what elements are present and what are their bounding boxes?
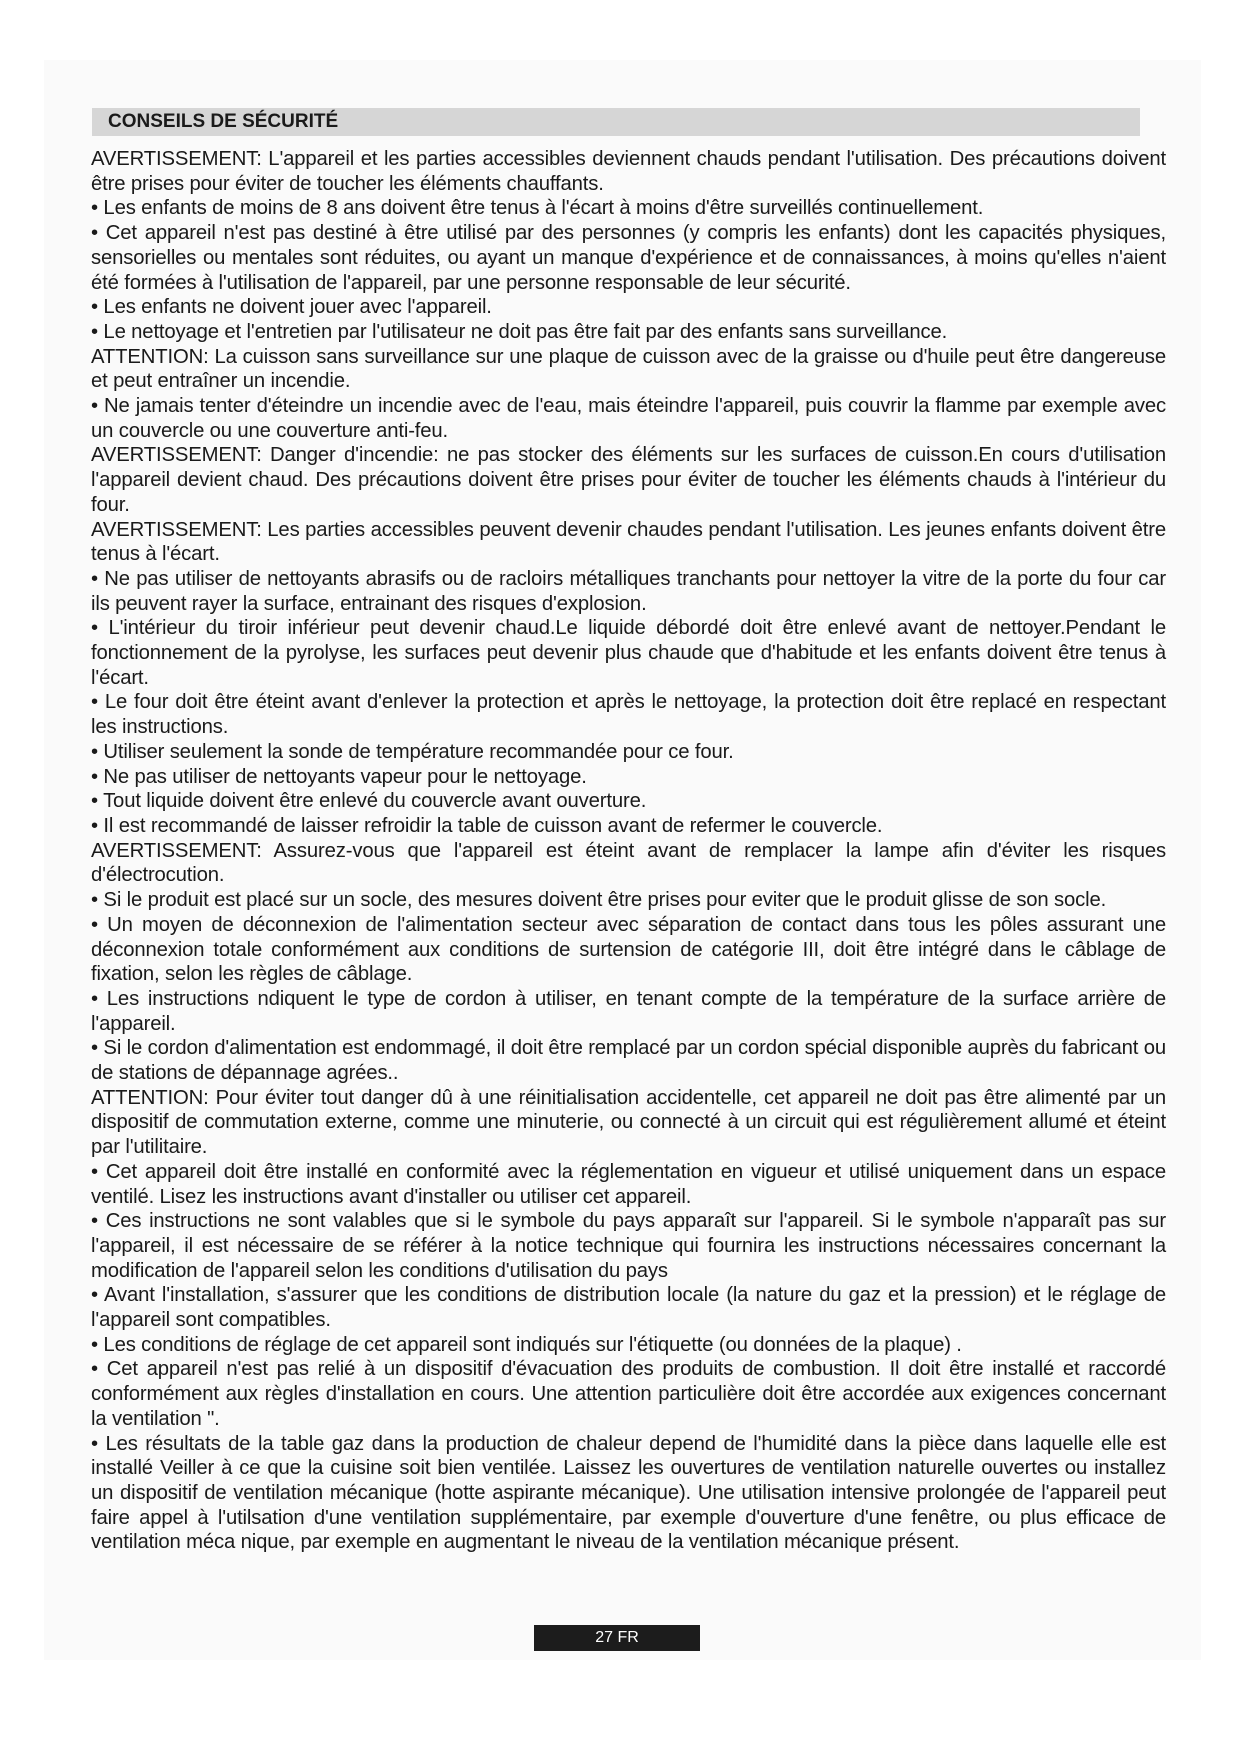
page-number: 27 FR [534, 1625, 700, 1651]
paragraph: • Les enfants de moins de 8 ans doivent être tenus à l'écart à moins d'être surveillés continuellement. [91, 197, 984, 220]
paragraph: • Tout liquide doivent être enlevé du couvercle avant ouverture. [91, 790, 647, 813]
paragraph: • Les résultats de la table gaz dans la production de chaleur depend de l'humidité dans la pièce dans laquelle elle est installé Veiller à ce que la cuisine soit bien ventilée. Laissez les ouvertures de ventilation naturelle ouvertes ou installez un dispositif de ventilation mécanique (hotte aspirante mécanique). Une utilisation intensive prolongée de l'appareil peut faire appel à l'utilsation d'une ventilation supplémentaire, par exemple d'ouverture d'une fenêtre, ou plus efficace de ventilation méca nique, par exemple en augmentant le niveau de la ventilation mécanique présent. [91, 1432, 1166, 1554]
paragraph: • Cet appareil doit être installé en conformité avec la réglementation en vigueur et utilisé uniquement dans un espace ventilé. Lisez les instructions avant d'installer ou utiliser cet appareil. [91, 1160, 1166, 1208]
paragraph: ATTENTION: La cuisson sans surveillance sur une plaque de cuisson avec de la graisse ou d'huile peut être dangereuse et peut entraîner un incendie. [91, 345, 1166, 393]
paragraph: ATTENTION: Pour éviter tout danger dû à une réinitialisation accidentelle, cet appareil ne doit pas être alimenté par un dispositif de commutation externe, comme une minuterie, ou connecté à un circuit qui est régulièrement allumé et éteint par l'utilitaire. [91, 1086, 1166, 1159]
section-header: CONSEILS DE SÉCURITÉ [92, 108, 1140, 136]
paragraph: AVERTISSEMENT: L'appareil et les parties accessibles deviennent chauds pendant l'utilisation. Des précautions doivent être prises pour éviter de toucher les éléments chauffants. [91, 148, 1166, 195]
paragraph: • Ne pas utiliser de nettoyants vapeur pour le nettoyage. [91, 765, 587, 788]
paragraph: AVERTISSEMENT: Assurez-vous que l'appareil est éteint avant de remplacer la lampe afin d'éviter les risques d'électrocution. [91, 839, 1166, 887]
paragraph: • Le four doit être éteint avant d'enlever la protection et après le nettoyage, la protection doit être replacé en respectant les instructions. [91, 691, 1166, 739]
paragraph: • Cet appareil n'est pas relié à un dispositif d'évacuation des produits de combustion. Il doit être installé et raccordé conformément aux règles d'installation en cours. Une attention particulière doit être accordée aux exigences concernant la ventilation ". [91, 1358, 1166, 1430]
paragraph: • Cet appareil n'est pas destiné à être utilisé par des personnes (y compris les enfants) dont les capacités physiques, sensorielles ou mentales sont réduites, ou ayant un manque d'expérience et de connaissances, à moins qu'elles n'aient été formées à l'utilisation de l'appareil, par une personne responsable de leur sécurité. [91, 222, 1166, 294]
paragraph: • Ces instructions ne sont valables que si le symbole du pays apparaît sur l'appareil. Si le symbole n'apparaît pas sur l'appareil, il est nécessaire de se référer à la notice technique qui fournira les instructions nécessaires concernant la modification de l'appareil selon les conditions d'utilisation du pays [91, 1210, 1166, 1282]
paragraph: • Avant l'installation, s'assurer que les conditions de distribution locale (la nature du gaz et la pression) et le réglage de l'appareil sont compatibles. [91, 1284, 1166, 1332]
paragraph: • Ne jamais tenter d'éteindre un incendie avec de l'eau, mais éteindre l'appareil, puis couvrir la flamme par exemple avec un couvercle ou une couverture anti-feu. [91, 395, 1166, 442]
paragraph: • Si le produit est placé sur un socle, des mesures doivent être prises pour eviter que le produit glisse de son socle. [91, 889, 1107, 912]
paragraph: • Les conditions de réglage de cet appareil sont indiqués sur l'étiquette (ou données de la plaque) . [91, 1333, 962, 1356]
paragraph: AVERTISSEMENT: Les parties accessibles peuvent devenir chaudes pendant l'utilisation. Les jeunes enfants doivent être tenus à l'écart. [91, 518, 1166, 566]
paragraph: • Les instructions ndiquent le type de cordon à utiliser, en tenant compte de la température de la surface arrière de l'appareil. [91, 987, 1166, 1035]
paragraph: • Ne pas utiliser de nettoyants abrasifs ou de racloirs métalliques tranchants pour nettoyer la vitre de la porte du four car ils peuvent rayer la surface, entrainant des risques d'explosion. [91, 567, 1166, 615]
paragraph: • Si le cordon d'alimentation est endommagé, il doit être remplacé par un cordon spécial disponible auprès du fabricant ou de stations de dépannage agrées.. [91, 1037, 1166, 1085]
paragraph: • Le nettoyage et l'entretien par l'utilisateur ne doit pas être fait par des enfants sans surveillance. [91, 320, 948, 343]
paragraph: AVERTISSEMENT: Danger d'incendie: ne pas stocker des éléments sur les surfaces de cuisson.En cours d'utilisation l'appareil devient chaud. Des précautions doivent être prises pour éviter de toucher les éléments chauds à l'intérieur du four. [91, 444, 1166, 516]
paragraph: • Il est recommandé de laisser refroidir la table de cuisson avant de refermer le couvercle. [91, 814, 883, 837]
paragraph: • L'intérieur du tiroir inférieur peut devenir chaud.Le liquide débordé doit être enlevé avant de nettoyer.Pendant le fonctionnement de la pyrolyse, les surfaces peut devenir plus chaude que d'habitude et les enfants doivent être tenus à l'écart. [91, 617, 1166, 689]
paragraph: • Utiliser seulement la sonde de température recommandée pour ce four. [91, 740, 734, 763]
paragraph: • Un moyen de déconnexion de l'alimentation secteur avec séparation de contact dans tous les pôles assurant une déconnexion totale conformément aux conditions de surtension de catégorie III, doit être intégré dans le câblage de fixation, selon les règles de câblage. [91, 913, 1166, 986]
safety-text [91, 147, 1166, 1555]
paragraph: • Les enfants ne doivent jouer avec l'appareil. [91, 296, 492, 319]
